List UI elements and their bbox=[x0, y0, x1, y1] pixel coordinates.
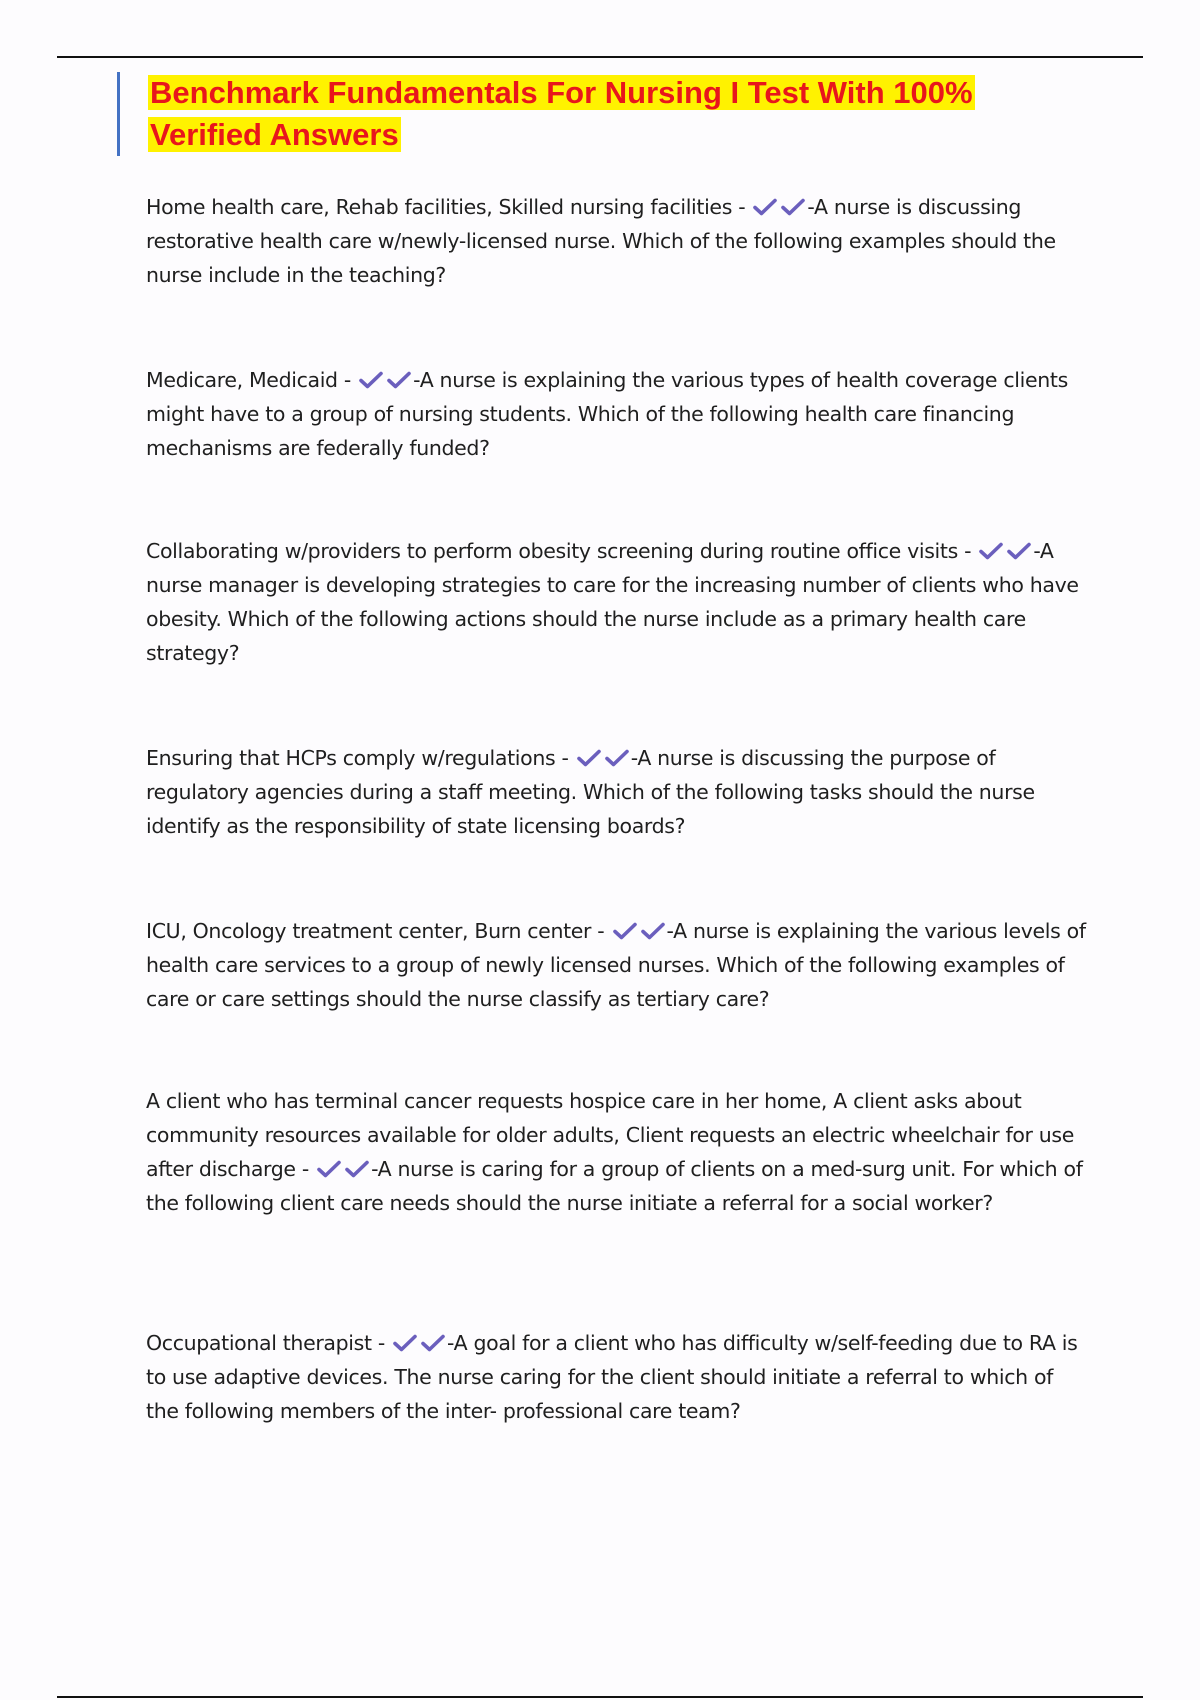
qa-item bbox=[146, 914, 1086, 1016]
bottom-rule bbox=[57, 1696, 1143, 1698]
separator: - bbox=[371, 1331, 392, 1355]
question-text: A nurse is explaining the various levels of health care services to a group of newly licensed nurses. Which of the following examples of care or care settings should the nurse classify as tertiary care? bbox=[146, 919, 1086, 1011]
answer-text: A client who has terminal cancer requests hospice care in her home, A client asks about community resources available for older adults, Client requests an electric wheelchair for use after discharge bbox=[146, 1089, 1074, 1181]
check-icon bbox=[613, 922, 637, 940]
check-icon bbox=[753, 198, 777, 216]
check-icon bbox=[979, 542, 1003, 560]
answer-text: Medicare, Medicaid bbox=[146, 368, 338, 392]
answer-text: Home health care, Rehab facilities, Skilled nursing facilities bbox=[146, 195, 733, 219]
question-text: A goal for a client who has difficulty w/self-feeding due to RA is to use adaptive devices. The nurse caring for the client should initiate a referral to which of the following members of the inter- professional care team? bbox=[146, 1331, 1078, 1423]
check-icon bbox=[605, 749, 629, 767]
check-icon bbox=[1007, 542, 1031, 560]
check-icon bbox=[387, 371, 411, 389]
qa-item bbox=[146, 363, 1086, 465]
question-text: A nurse is caring for a group of clients on a med-surg unit. For which of the following client care needs should the nurse initiate a referral for a social worker? bbox=[146, 1157, 1083, 1215]
question-text: A nurse is discussing the purpose of regulatory agencies during a staff meeting. Which of the following tasks should the nurse identify as the responsibility of state licensing boards? bbox=[146, 746, 1035, 838]
separator: - bbox=[957, 539, 978, 563]
separator: - bbox=[555, 746, 575, 770]
question-text: A nurse manager is developing strategies to care for the increasing number of clients who have obesity. Which of the following actions should the nurse include as a primary health care strategy? bbox=[146, 539, 1079, 665]
separator: - bbox=[1033, 539, 1040, 563]
question-text: A nurse is explaining the various types of health coverage clients might have to a group of nursing students. Which of the following health care financing mechanisms are federally funded? bbox=[146, 368, 1068, 460]
qa-item bbox=[146, 741, 1086, 843]
separator: - bbox=[732, 195, 752, 219]
separator: - bbox=[413, 368, 420, 392]
question-text: A nurse is discussing restorative health care w/newly-licensed nurse. Which of the following examples should the nurse include in the teaching? bbox=[146, 195, 1056, 287]
top-rule bbox=[57, 56, 1143, 58]
qa-item bbox=[146, 190, 1086, 292]
answer-text: ICU, Oncology treatment center, Burn center bbox=[146, 919, 592, 943]
check-icon bbox=[781, 198, 805, 216]
separator: - bbox=[337, 368, 358, 392]
separator: - bbox=[807, 195, 815, 219]
answer-text: Occupational therapist bbox=[146, 1331, 372, 1355]
answer-text: Ensuring that HCPs comply w/regulations bbox=[146, 746, 556, 770]
check-icon bbox=[421, 1334, 445, 1352]
separator: - bbox=[295, 1157, 316, 1181]
answer-text: Collaborating w/providers to perform obesity screening during routine office visits bbox=[146, 539, 958, 563]
check-icon bbox=[359, 371, 383, 389]
check-icon bbox=[317, 1160, 341, 1178]
check-icon bbox=[393, 1334, 417, 1352]
qa-item bbox=[146, 534, 1086, 670]
check-icon bbox=[641, 922, 665, 940]
title-line-1: Benchmark Fundamentals For Nursing I Test With 100% bbox=[150, 75, 973, 110]
separator: - bbox=[447, 1331, 454, 1355]
qa-item bbox=[146, 1326, 1086, 1428]
title-block bbox=[117, 72, 1108, 156]
separator: - bbox=[666, 919, 674, 943]
separator: - bbox=[630, 746, 638, 770]
separator: - bbox=[371, 1157, 378, 1181]
separator: - bbox=[591, 919, 611, 943]
title-line-2: Verified Answers bbox=[150, 117, 399, 152]
check-icon bbox=[345, 1160, 369, 1178]
check-icon bbox=[577, 749, 601, 767]
qa-item bbox=[146, 1084, 1086, 1220]
page-title bbox=[148, 72, 1108, 156]
